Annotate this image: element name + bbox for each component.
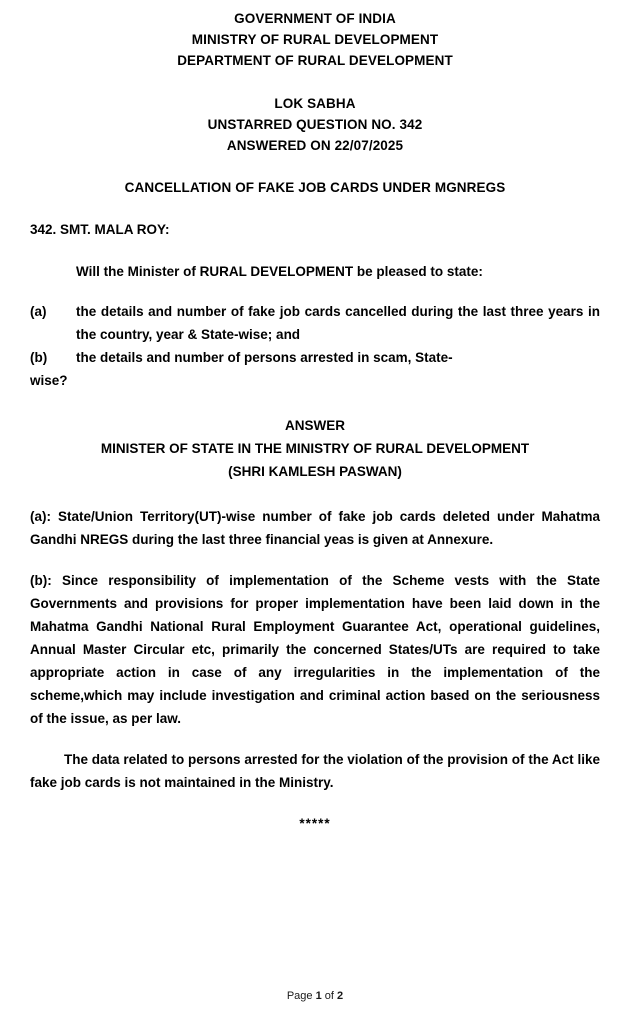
answer-heading: ANSWER <box>285 418 345 433</box>
question-asker: 342. SMT. MALA ROY: <box>30 222 170 237</box>
header-question-number: UNSTARRED QUESTION NO. 342 <box>207 117 423 132</box>
answer-minister-name: (SHRI KAMLESH PASWAN) <box>228 464 402 479</box>
question-item-b <box>30 346 600 369</box>
question-item-a <box>30 300 600 346</box>
header-line-department: DEPARTMENT OF RURAL DEVELOPMENT <box>177 53 453 68</box>
question-text-b: the details and number of persons arrested in scam, State- <box>76 350 453 365</box>
answer-paragraph-a: (a): State/Union Territory(UT)-wise number of fake job cards deleted under Mahatma Gandhi NREGS during the last three financial yeas is given at Annexure. <box>30 509 600 547</box>
footer-total-pages: 2 <box>337 990 344 1002</box>
spacer <box>30 156 600 178</box>
question-text-b-continuation: wise? <box>30 373 68 388</box>
header-line-ministry: MINISTRY OF RURAL DEVELOPMENT <box>191 32 439 47</box>
question-label-a: (a) <box>30 304 47 319</box>
footer-middle: of <box>321 990 338 1002</box>
spacer <box>30 392 600 414</box>
header-house: LOK SABHA <box>274 96 356 111</box>
spacer <box>30 240 600 262</box>
answer-minister-line: MINISTER OF STATE IN THE MINISTRY OF RURAL DEVELOPMENT <box>100 441 530 456</box>
spacer <box>30 282 600 300</box>
footer-prefix: Page <box>286 990 316 1002</box>
question-label-b: (b) <box>30 350 48 365</box>
spacer <box>30 551 600 569</box>
will-minister-line: Will the Minister of RURAL DEVELOPMENT be pleased to state: <box>76 264 483 279</box>
footer-current-page: 1 <box>315 990 322 1002</box>
question-text-a: the details and number of fake job cards cancelled during the last three years in the country, year & State-wise; and <box>76 304 600 342</box>
question-subject: CANCELLATION OF FAKE JOB CARDS UNDER MGNREGS <box>124 180 506 195</box>
spacer <box>30 71 600 93</box>
spacer <box>30 730 600 748</box>
answer-paragraph-c: The data related to persons arrested for the violation of the provision of the Act like fake job cards is not maintained in the Ministry. <box>30 752 600 790</box>
spacer <box>30 198 600 220</box>
spacer <box>30 483 600 505</box>
header-answered-on: ANSWERED ON 22/07/2025 <box>226 138 404 153</box>
spacer <box>30 794 600 816</box>
header-line-government: GOVERNMENT OF INDIA <box>234 11 396 26</box>
answer-paragraph-b: (b): Since responsibility of implementation of the Scheme vests with the State Governments and provisions for proper implementation have been laid down in the Mahatma Gandhi National Rural Employment Guarantee Act, operational guidelines, Annual Master Circular etc, primarily the concerned States/UTs are required to take appropriate action in case of any irregularities in the implementation of the scheme,which may include investigation and criminal action based on the seriousness of the issue, as per law. <box>30 573 600 726</box>
page-footer <box>0 990 630 1002</box>
end-of-answer-marker: ***** <box>299 816 331 831</box>
